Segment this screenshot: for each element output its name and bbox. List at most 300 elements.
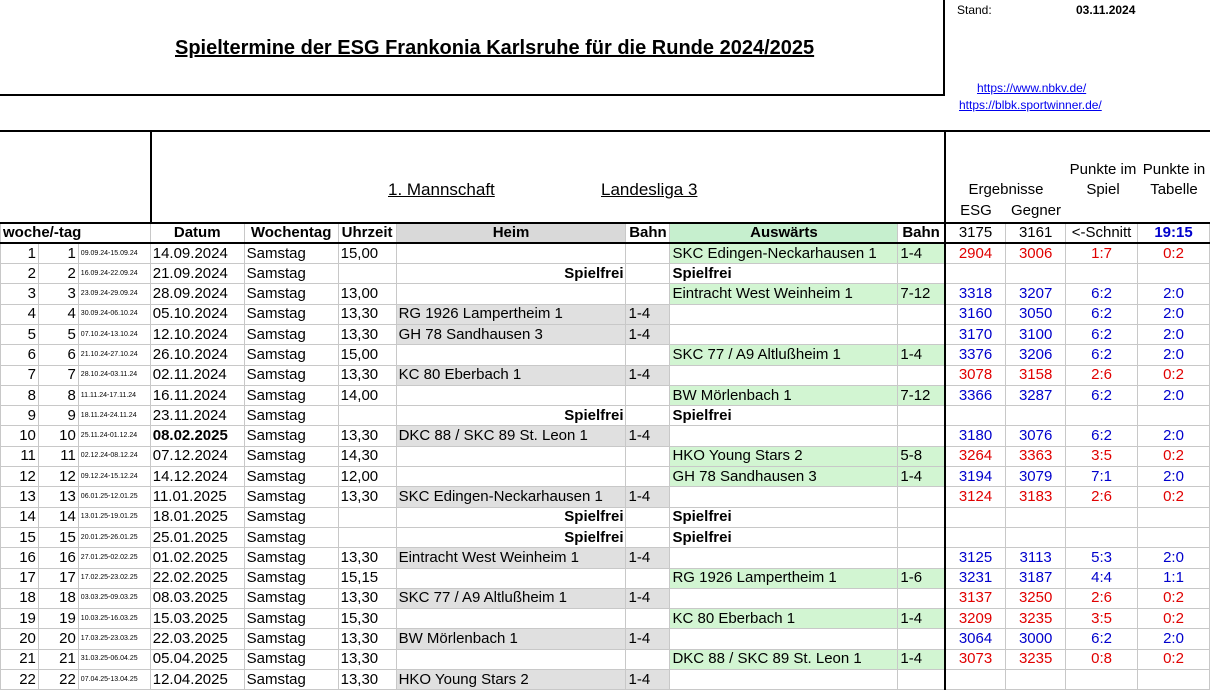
match-points: 2:6 <box>1066 487 1138 507</box>
opponent-average: 3161 <box>1006 223 1066 243</box>
match-points: 2:6 <box>1066 365 1138 385</box>
match-date: 25.01.2025 <box>150 527 244 547</box>
opponent-score: 3207 <box>1006 284 1066 304</box>
match-points: 6:2 <box>1066 629 1138 649</box>
col-header-uhrzeit: Uhrzeit <box>338 223 396 243</box>
esg-score: 2904 <box>945 243 1006 263</box>
match-date: 18.01.2025 <box>150 507 244 527</box>
weekday: Samstag <box>244 406 338 426</box>
away-team: DKC 88 / SKC 89 St. Leon 1 <box>670 649 898 669</box>
home-lanes: 1-4 <box>626 670 670 690</box>
home-team <box>396 243 626 263</box>
week-range: 17.02.25-23.02.25 <box>78 568 150 588</box>
week-range: 07.10.24-13.10.24 <box>78 324 150 344</box>
week-range: 17.03.25-23.03.25 <box>78 629 150 649</box>
week-range: 11.11.24-17.11.24 <box>78 385 150 405</box>
home-team: DKC 88 / SKC 89 St. Leon 1 <box>396 426 626 446</box>
home-lanes: 1-4 <box>626 588 670 608</box>
away-team: Spielfrei <box>670 527 898 547</box>
col-header-datum: Datum <box>150 223 244 243</box>
week-number: 6 <box>1 345 39 365</box>
match-points: 5:3 <box>1066 548 1138 568</box>
away-team: SKC Edingen-Neckarhausen 1 <box>670 243 898 263</box>
home-lanes <box>626 568 670 588</box>
table-points: 2:0 <box>1138 324 1210 344</box>
match-date: 23.11.2024 <box>150 406 244 426</box>
opponent-score <box>1006 670 1066 690</box>
matchday-number: 16 <box>38 548 78 568</box>
week-number: 21 <box>1 649 39 669</box>
week-range: 31.03.25-06.04.25 <box>78 649 150 669</box>
table-points: 0:2 <box>1138 365 1210 385</box>
match-points: 0:8 <box>1066 649 1138 669</box>
week-number: 11 <box>1 446 39 466</box>
weekday: Samstag <box>244 365 338 385</box>
weekday: Samstag <box>244 548 338 568</box>
esg-score: 3231 <box>945 568 1006 588</box>
home-team <box>396 284 626 304</box>
esg-score: 3318 <box>945 284 1006 304</box>
table-row <box>1 568 1210 588</box>
table-points: 0:2 <box>1138 446 1210 466</box>
away-lanes <box>898 629 945 649</box>
home-lanes <box>626 507 670 527</box>
esg-score <box>945 527 1006 547</box>
week-range: 07.04.25-13.04.25 <box>78 670 150 690</box>
weekday: Samstag <box>244 507 338 527</box>
away-lanes <box>898 548 945 568</box>
match-date: 08.02.2025 <box>150 426 244 446</box>
esg-score: 3194 <box>945 467 1006 487</box>
matchday-number: 8 <box>38 385 78 405</box>
matchday-number: 17 <box>38 568 78 588</box>
table-points: 2:0 <box>1138 629 1210 649</box>
matchday-number: 19 <box>38 609 78 629</box>
match-time: 14,00 <box>338 385 396 405</box>
results-header-punkte-spiel: Punkte im Spiel <box>1069 161 1137 198</box>
weekday: Samstag <box>244 264 338 284</box>
opponent-score: 3006 <box>1006 243 1066 263</box>
matchday-number: 15 <box>38 527 78 547</box>
opponent-score: 3113 <box>1006 548 1066 568</box>
match-time: 12,00 <box>338 467 396 487</box>
table-points <box>1138 406 1210 426</box>
match-time: 15,00 <box>338 243 396 263</box>
table-points: 0:2 <box>1138 243 1210 263</box>
matchday-number: 5 <box>38 324 78 344</box>
table-row <box>1 487 1210 507</box>
link-sportwinner[interactable]: https://blbk.sportwinner.de/ <box>959 98 1102 112</box>
match-points: 6:2 <box>1066 345 1138 365</box>
week-range: 20.01.25-26.01.25 <box>78 527 150 547</box>
match-date: 22.02.2025 <box>150 568 244 588</box>
opponent-score: 3079 <box>1006 467 1066 487</box>
week-range: 09.12.24-15.12.24 <box>78 467 150 487</box>
away-lanes: 1-4 <box>898 609 945 629</box>
match-points <box>1066 507 1138 527</box>
weekday: Samstag <box>244 609 338 629</box>
match-date: 05.10.2024 <box>150 304 244 324</box>
opponent-score: 3363 <box>1006 446 1066 466</box>
weekday: Samstag <box>244 649 338 669</box>
week-number: 13 <box>1 487 39 507</box>
match-date: 11.01.2025 <box>150 487 244 507</box>
match-date: 02.11.2024 <box>150 365 244 385</box>
away-team: Spielfrei <box>670 406 898 426</box>
weekday: Samstag <box>244 446 338 466</box>
match-time: 13,30 <box>338 304 396 324</box>
match-points: 3:5 <box>1066 609 1138 629</box>
results-header-gegner: Gegner <box>1010 202 1062 219</box>
week-range: 28.10.24-03.11.24 <box>78 365 150 385</box>
match-time <box>338 527 396 547</box>
matchday-number: 12 <box>38 467 78 487</box>
opponent-score <box>1006 264 1066 284</box>
opponent-score: 3287 <box>1006 385 1066 405</box>
match-date: 08.03.2025 <box>150 588 244 608</box>
matchday-number: 6 <box>38 345 78 365</box>
week-number: 14 <box>1 507 39 527</box>
week-range: 27.01.25-02.02.25 <box>78 548 150 568</box>
match-time: 13,00 <box>338 284 396 304</box>
esg-score <box>945 670 1006 690</box>
home-lanes <box>626 243 670 263</box>
home-lanes: 1-4 <box>626 365 670 385</box>
match-date: 21.09.2024 <box>150 264 244 284</box>
matchday-number: 10 <box>38 426 78 446</box>
match-time <box>338 507 396 527</box>
match-time: 13,30 <box>338 649 396 669</box>
esg-score: 3264 <box>945 446 1006 466</box>
opponent-score: 3250 <box>1006 588 1066 608</box>
away-lanes: 1-4 <box>898 243 945 263</box>
week-number: 7 <box>1 365 39 385</box>
esg-score <box>945 406 1006 426</box>
matchday-number: 14 <box>38 507 78 527</box>
table-row <box>1 446 1210 466</box>
week-number: 4 <box>1 304 39 324</box>
week-number: 15 <box>1 527 39 547</box>
match-time: 13,30 <box>338 426 396 446</box>
matchday-number: 2 <box>38 264 78 284</box>
away-team: RG 1926 Lampertheim 1 <box>670 568 898 588</box>
match-time: 13,30 <box>338 324 396 344</box>
table-header-row <box>1 223 1210 243</box>
matchday-number: 11 <box>38 446 78 466</box>
esg-score: 3209 <box>945 609 1006 629</box>
away-team <box>670 365 898 385</box>
opponent-score <box>1006 406 1066 426</box>
col-header-wochentag: Wochentag <box>244 223 338 243</box>
stand-date: 03.11.2024 <box>1076 3 1136 17</box>
away-team: SKC 77 / A9 Altlußheim 1 <box>670 345 898 365</box>
weekday: Samstag <box>244 487 338 507</box>
away-lanes <box>898 588 945 608</box>
esg-score: 3170 <box>945 324 1006 344</box>
week-range: 16.09.24-22.09.24 <box>78 264 150 284</box>
home-team <box>396 446 626 466</box>
col-header-bahn-auswaerts: Bahn <box>898 223 945 243</box>
weekday: Samstag <box>244 345 338 365</box>
home-lanes <box>626 609 670 629</box>
opponent-score: 3158 <box>1006 365 1066 385</box>
week-number: 8 <box>1 385 39 405</box>
esg-score: 3073 <box>945 649 1006 669</box>
week-number: 10 <box>1 426 39 446</box>
table-row <box>1 345 1210 365</box>
esg-score: 3366 <box>945 385 1006 405</box>
away-lanes <box>898 304 945 324</box>
match-date: 05.04.2025 <box>150 649 244 669</box>
col-header-woche-tag: woche/-tag <box>1 223 151 243</box>
away-lanes: 7-12 <box>898 385 945 405</box>
match-time: 13,30 <box>338 629 396 649</box>
esg-score: 3376 <box>945 345 1006 365</box>
table-points: 1:1 <box>1138 568 1210 588</box>
match-date: 14.12.2024 <box>150 467 244 487</box>
col-header-heim: Heim <box>396 223 626 243</box>
home-team <box>396 467 626 487</box>
home-lanes: 1-4 <box>626 304 670 324</box>
match-time: 15,30 <box>338 609 396 629</box>
opponent-score: 3235 <box>1006 649 1066 669</box>
match-points: 4:4 <box>1066 568 1138 588</box>
table-points <box>1138 527 1210 547</box>
esg-score: 3160 <box>945 304 1006 324</box>
table-points: 2:0 <box>1138 284 1210 304</box>
match-time: 14,30 <box>338 446 396 466</box>
away-team: GH 78 Sandhausen 3 <box>670 467 898 487</box>
away-team: Eintracht West Weinheim 1 <box>670 284 898 304</box>
table-points: 2:0 <box>1138 467 1210 487</box>
away-lanes <box>898 487 945 507</box>
home-lanes <box>626 527 670 547</box>
table-row <box>1 588 1210 608</box>
home-team: Spielfrei <box>396 406 626 426</box>
table-points: 2:0 <box>1138 426 1210 446</box>
matchday-number: 21 <box>38 649 78 669</box>
match-points <box>1066 670 1138 690</box>
home-lanes: 1-4 <box>626 487 670 507</box>
away-team <box>670 487 898 507</box>
week-number: 16 <box>1 548 39 568</box>
match-time: 13,30 <box>338 670 396 690</box>
results-header-esg: ESG <box>960 202 992 219</box>
team-box <box>150 132 946 222</box>
home-team: Spielfrei <box>396 264 626 284</box>
results-header-punkte-tabelle: Punkte in Tabelle <box>1142 161 1206 198</box>
home-team <box>396 385 626 405</box>
opponent-score: 3100 <box>1006 324 1066 344</box>
col-header-auswaerts: Auswärts <box>670 223 898 243</box>
week-number: 19 <box>1 609 39 629</box>
table-points <box>1138 670 1210 690</box>
away-team: Spielfrei <box>670 507 898 527</box>
week-number: 2 <box>1 264 39 284</box>
schedule-table <box>0 222 1210 690</box>
week-number: 3 <box>1 284 39 304</box>
esg-score: 3064 <box>945 629 1006 649</box>
week-number: 20 <box>1 629 39 649</box>
home-team: GH 78 Sandhausen 3 <box>396 324 626 344</box>
away-lanes <box>898 406 945 426</box>
home-team: KC 80 Eberbach 1 <box>396 365 626 385</box>
stand-label: Stand: <box>957 3 992 17</box>
home-team: RG 1926 Lampertheim 1 <box>396 304 626 324</box>
team-name: 1. Mannschaft <box>388 180 495 199</box>
week-range: 02.12.24-08.12.24 <box>78 446 150 466</box>
table-points: 0:2 <box>1138 487 1210 507</box>
match-time: 13,30 <box>338 588 396 608</box>
table-row <box>1 365 1210 385</box>
match-points <box>1066 406 1138 426</box>
match-points: 7:1 <box>1066 467 1138 487</box>
home-team <box>396 345 626 365</box>
table-points: 0:2 <box>1138 609 1210 629</box>
matchday-number: 13 <box>38 487 78 507</box>
week-range: 30.09.24-06.10.24 <box>78 304 150 324</box>
week-number: 17 <box>1 568 39 588</box>
week-range: 25.11.24-01.12.24 <box>78 426 150 446</box>
weekday: Samstag <box>244 629 338 649</box>
weekday: Samstag <box>244 324 338 344</box>
table-row <box>1 385 1210 405</box>
away-lanes: 1-6 <box>898 568 945 588</box>
opponent-score: 3076 <box>1006 426 1066 446</box>
away-team: Spielfrei <box>670 264 898 284</box>
table-row <box>1 649 1210 669</box>
matchday-number: 18 <box>38 588 78 608</box>
matchday-number: 4 <box>38 304 78 324</box>
home-lanes <box>626 345 670 365</box>
team-league: Landesliga 3 <box>601 180 698 199</box>
esg-score <box>945 507 1006 527</box>
table-points: 2:0 <box>1138 304 1210 324</box>
table-row <box>1 284 1210 304</box>
match-points: 6:2 <box>1066 385 1138 405</box>
schnitt-label: <-Schnitt <box>1066 223 1138 243</box>
table-row <box>1 324 1210 344</box>
week-number: 9 <box>1 406 39 426</box>
match-points: 3:5 <box>1066 446 1138 466</box>
home-team: Spielfrei <box>396 507 626 527</box>
results-header-ergebnisse: Ergebnisse <box>968 181 1044 198</box>
week-range: 13.01.25-19.01.25 <box>78 507 150 527</box>
opponent-score <box>1006 507 1066 527</box>
match-date: 22.03.2025 <box>150 629 244 649</box>
home-team: Eintracht West Weinheim 1 <box>396 548 626 568</box>
esg-average: 3175 <box>945 223 1006 243</box>
away-team <box>670 548 898 568</box>
home-lanes <box>626 649 670 669</box>
home-lanes: 1-4 <box>626 548 670 568</box>
away-lanes <box>898 324 945 344</box>
weekday: Samstag <box>244 467 338 487</box>
away-team <box>670 588 898 608</box>
table-row <box>1 507 1210 527</box>
match-points <box>1066 264 1138 284</box>
week-number: 18 <box>1 588 39 608</box>
col-header-bahn-heim: Bahn <box>626 223 670 243</box>
table-row <box>1 670 1210 690</box>
weekday: Samstag <box>244 568 338 588</box>
table-points <box>1138 507 1210 527</box>
match-time: 15,00 <box>338 345 396 365</box>
table-row <box>1 527 1210 547</box>
home-team <box>396 568 626 588</box>
week-range: 10.03.25-16.03.25 <box>78 609 150 629</box>
table-row <box>1 264 1210 284</box>
esg-score: 3137 <box>945 588 1006 608</box>
table-points: 0:2 <box>1138 588 1210 608</box>
match-date: 07.12.2024 <box>150 446 244 466</box>
table-row <box>1 426 1210 446</box>
table-points: 0:2 <box>1138 649 1210 669</box>
away-team <box>670 629 898 649</box>
match-date: 01.02.2025 <box>150 548 244 568</box>
matchday-number: 3 <box>38 284 78 304</box>
home-team: BW Mörlenbach 1 <box>396 629 626 649</box>
esg-score: 3125 <box>945 548 1006 568</box>
table-row <box>1 548 1210 568</box>
esg-score: 3124 <box>945 487 1006 507</box>
weekday: Samstag <box>244 284 338 304</box>
link-nbkv[interactable]: https://www.nbkv.de/ <box>977 81 1087 95</box>
page-title: Spieltermine der ESG Frankonia Karlsruhe für die Runde 2024/2025 <box>175 37 815 59</box>
match-time: 15,15 <box>338 568 396 588</box>
matchday-number: 9 <box>38 406 78 426</box>
away-team <box>670 670 898 690</box>
weekday: Samstag <box>244 670 338 690</box>
weekday: Samstag <box>244 304 338 324</box>
match-time <box>338 406 396 426</box>
esg-score <box>945 264 1006 284</box>
home-lanes <box>626 385 670 405</box>
table-points: 2:0 <box>1138 548 1210 568</box>
matchday-number: 20 <box>38 629 78 649</box>
home-team: Spielfrei <box>396 527 626 547</box>
matchday-number: 7 <box>38 365 78 385</box>
home-team <box>396 609 626 629</box>
away-lanes <box>898 426 945 446</box>
week-number: 1 <box>1 243 39 263</box>
home-lanes: 1-4 <box>626 426 670 446</box>
away-lanes: 1-4 <box>898 345 945 365</box>
match-points: 6:2 <box>1066 324 1138 344</box>
home-team: HKO Young Stars 2 <box>396 670 626 690</box>
away-team <box>670 304 898 324</box>
weekday: Samstag <box>244 588 338 608</box>
home-lanes <box>626 446 670 466</box>
match-date: 28.09.2024 <box>150 284 244 304</box>
opponent-score <box>1006 527 1066 547</box>
away-lanes <box>898 507 945 527</box>
match-date: 12.04.2025 <box>150 670 244 690</box>
week-range: 18.11.24-24.11.24 <box>78 406 150 426</box>
match-points: 6:2 <box>1066 426 1138 446</box>
match-points <box>1066 527 1138 547</box>
match-time: 13,30 <box>338 487 396 507</box>
away-lanes: 7-12 <box>898 284 945 304</box>
week-range: 21.10.24-27.10.24 <box>78 345 150 365</box>
away-team: KC 80 Eberbach 1 <box>670 609 898 629</box>
esg-score: 3078 <box>945 365 1006 385</box>
table-row <box>1 304 1210 324</box>
weekday: Samstag <box>244 385 338 405</box>
match-points: 2:6 <box>1066 588 1138 608</box>
away-team: BW Mörlenbach 1 <box>670 385 898 405</box>
home-team: SKC Edingen-Neckarhausen 1 <box>396 487 626 507</box>
